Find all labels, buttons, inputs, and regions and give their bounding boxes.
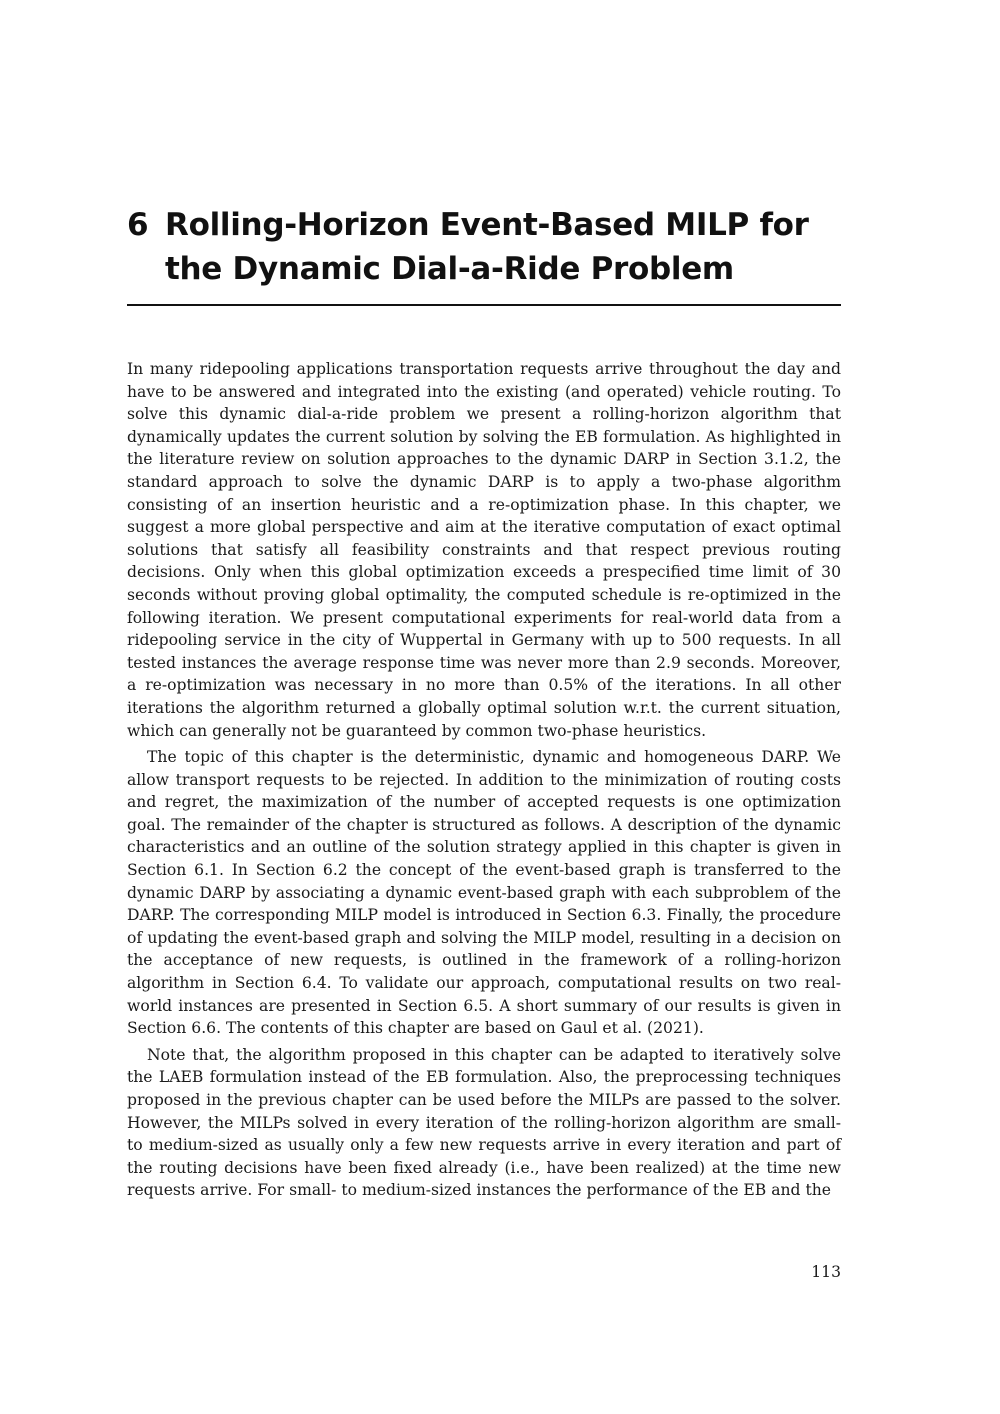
paragraph-1: In many ridepooling applications transportation requests arrive throughout the day and have to be answered and integrated into the existing (and operated) vehicle routing. To solve this dynamic dial-a-ride problem we present a rolling-horizon algorithm that dynamically updates the current solution by solving the EB formulation. As highlighted in the literature review on solution approaches to the dynamic DARP in Section 3.1.2, the standard approach to solve the dynamic DARP is to apply a two-phase algorithm consisting of an insertion heuristic and a re-optimization phase. In this chapter, we suggest a more global perspective and aim at the iterative computation of exact optimal solutions that satisfy all feasibility constraints and that respect previous routing decisions. Only when this global optimization exceeds a prespecified time limit of 30 seconds without proving global optimality, the computed schedule is re-optimized in the following iteration. We present computational experiments for real-world data from a ridepooling service in the city of Wuppertal in Germany with up to 500 requests. In all tested instances the average response time was never more than 2.9 seconds. Moreover, a re-optimization was necessary in no more than 0.5% of the iterations. In all other iterations the algorithm returned a globally optimal solution w.r.t. the current situation, which can generally not be guaranteed by common two-phase heuristics. (127, 360, 841, 740)
heading-rule (127, 304, 841, 306)
chapter-title: Rolling-Horizon Event-Based MILP for the Dynamic Dial-a-Ride Problem (165, 207, 809, 287)
page-number: 113 (811, 1263, 841, 1281)
chapter-number: 6 (127, 207, 149, 243)
body-text (127, 358, 841, 1206)
chapter-heading (127, 203, 847, 291)
paragraph-2: The topic of this chapter is the deterministic, dynamic and homogeneous DARP. We allow transport requests to be rejected. In addition to the minimization of routing costs and regret, the maximization of the number of accepted requests is one optimization goal. The remainder of the chapter is structured as follows. A description of the dynamic characteristics and an outline of the solution strategy applied in this chapter is given in Section 6.1. In Section 6.2 the concept of the event-based graph is transferred to the dynamic DARP by associating a dynamic event-based graph with each subproblem of the DARP. The corresponding MILP model is introduced in Section 6.3. Finally, the procedure of updating the event-based graph and solving the MILP model, resulting in a decision on the acceptance of new requests, is outlined in the framework of a rolling-horizon algorithm in Section 6.4. To validate our approach, computational results on two real-world instances are presented in Section 6.5. A short summary of our results is given in Section 6.6. The contents of this chapter are based on Gaul et al. (2021). (127, 748, 841, 1038)
paragraph-3: Note that, the algorithm proposed in this chapter can be adapted to iteratively solve the LAEB formulation instead of the EB formulation. Also, the preprocessing techniques proposed in the previous chapter can be used before the MILPs are passed to the solver. However, the MILPs solved in every iteration of the rolling-horizon algorithm are small- to medium-sized as usually only a few new requests arrive in every iteration and part of the routing decisions have been fixed already (i.e., have been realized) at the time new requests arrive. For small- to medium-sized instances the performance of the EB and the (127, 1045, 841, 1200)
